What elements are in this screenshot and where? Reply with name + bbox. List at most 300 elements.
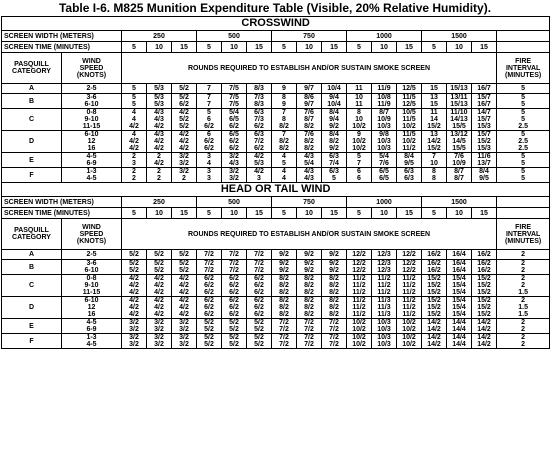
cell-line: SPEED <box>79 64 104 72</box>
cell-line: 4/2 <box>154 138 164 145</box>
cell-line: 16/2 <box>427 260 441 267</box>
screen-time-row <box>2 208 550 219</box>
rounds-cell <box>422 153 447 168</box>
screen-time-value: 10 <box>147 42 172 53</box>
screen-time-value: 5 <box>347 208 372 219</box>
cell-line: 13/11 <box>450 94 468 101</box>
screen-time-value: 5 <box>272 208 297 219</box>
cell-line: 11 <box>430 109 438 116</box>
cell-line: 4/3 <box>154 131 164 138</box>
cell-line: 6/3 <box>254 109 264 116</box>
cell-line: 8/2 <box>304 304 314 311</box>
cell-line: 7/6 <box>379 160 389 167</box>
cell-line: 9/5 <box>479 175 489 182</box>
cell-line: 7/2 <box>254 251 264 258</box>
screen-time-value: 5 <box>197 42 222 53</box>
cell-line: 7/2 <box>279 326 289 333</box>
cell-line: 8/3 <box>254 101 264 108</box>
cell-line: 8 <box>282 116 286 123</box>
rounds-cell <box>172 153 197 168</box>
cell-line: 5/2 <box>154 267 164 274</box>
cell-line: 16/4 <box>452 267 466 274</box>
cell-line: 3/2 <box>179 168 189 175</box>
rounds-cell <box>247 260 272 275</box>
cell-line: 6/2 <box>229 145 239 152</box>
cell-line: 10/2 <box>402 334 416 341</box>
table-title: Table I-6. M825 Munition Expenditure Table (Visible, 20% Relative Humidity). <box>58 1 492 15</box>
cell-line: 2.5 <box>518 138 528 145</box>
rounds-cell <box>322 153 347 168</box>
screen-time-value: 10 <box>372 42 397 53</box>
cell-line: 7 <box>432 153 436 160</box>
cell-line: 5 <box>521 168 526 175</box>
cell-line: 6/2 <box>204 123 214 130</box>
cell-line: 4/2 <box>129 145 139 152</box>
fire-interval-header <box>497 219 550 250</box>
cell-line: 11/10 <box>450 109 468 116</box>
cell-line: 2-5 <box>86 251 97 258</box>
cell-line: 9/2 <box>279 251 289 258</box>
cell-line: 4/2 <box>179 131 189 138</box>
cell-line: 5 <box>132 101 136 108</box>
cell-line: 4 <box>282 153 286 160</box>
rounds-cell <box>347 275 372 297</box>
rounds-cell <box>472 275 497 297</box>
table-row <box>2 94 550 109</box>
cell-line: 6/2 <box>204 275 214 282</box>
cell-line: 5/2 <box>204 319 214 326</box>
cell-line: 5 <box>521 160 526 167</box>
pasquill-category-cell: D <box>2 297 62 319</box>
cell-line: 3 <box>207 175 211 182</box>
cell-line: 3/2 <box>129 334 139 341</box>
cell-line: 7/3 <box>254 94 264 101</box>
cell-line: 4/3 <box>304 153 314 160</box>
cell-line: 2-5 <box>86 85 97 92</box>
cell-line: 7 <box>282 109 286 116</box>
cell-line: 8/2 <box>304 145 314 152</box>
cell-line: 6/2 <box>229 123 239 130</box>
rounds-cell <box>372 168 397 183</box>
cell-line: 10 <box>355 116 363 123</box>
cell-line: 3/2 <box>179 319 189 326</box>
rounds-cell <box>272 260 297 275</box>
rounds-cell <box>247 84 272 94</box>
cell-line: 2 <box>521 326 526 333</box>
cell-line: 7/2 <box>229 251 239 258</box>
rounds-cell <box>247 334 272 349</box>
table-row <box>2 131 550 153</box>
cell-line: 15 <box>430 101 438 108</box>
rounds-cell <box>397 131 422 153</box>
rounds-cell <box>372 94 397 109</box>
rounds-cell <box>347 168 372 183</box>
cell-line: 9-10 <box>84 116 99 123</box>
screen-width-label: SCREEN WIDTH (METERS) <box>2 197 122 208</box>
rounds-cell <box>197 153 222 168</box>
rounds-cell <box>372 153 397 168</box>
rounds-cell <box>122 84 147 94</box>
rounds-cell <box>122 153 147 168</box>
rounds-cell <box>422 275 447 297</box>
cell-line: 1.5 <box>518 304 528 311</box>
cell-line: 3/2 <box>154 326 164 333</box>
wind-speed-header <box>62 219 122 250</box>
rounds-cell <box>122 319 147 334</box>
cell-line: 8/2 <box>329 275 339 282</box>
rounds-cell <box>347 131 372 153</box>
rounds-cell <box>272 319 297 334</box>
cell-line: 8/2 <box>329 311 339 318</box>
rounds-cell <box>247 319 272 334</box>
rounds-cell <box>447 109 472 131</box>
cell-line: 8/2 <box>279 145 289 152</box>
cell-line: 5 <box>132 94 136 101</box>
rounds-cell <box>222 153 247 168</box>
rounds-cell <box>422 168 447 183</box>
cell-line: 3 <box>257 175 261 182</box>
cell-line: 4/3 <box>229 160 239 167</box>
cell-line: 15/4 <box>452 289 466 296</box>
cell-line: 7/2 <box>229 260 239 267</box>
cell-line: 16/2 <box>477 251 491 258</box>
cell-line: 6/3 <box>329 153 339 160</box>
wind-speed-cell <box>62 168 122 183</box>
cell-line: 15/2 <box>477 311 491 318</box>
cell-line: 12/2 <box>402 260 416 267</box>
cell-line: 6/2 <box>254 282 264 289</box>
cell-line: 1.5 <box>518 311 528 318</box>
cell-line: 11/2 <box>352 304 366 311</box>
cell-line: 5/2 <box>254 319 264 326</box>
cell-line: 10/2 <box>402 326 416 333</box>
rounds-cell <box>222 297 247 319</box>
cell-line: 11/2 <box>402 311 416 318</box>
rounds-cell <box>272 275 297 297</box>
rounds-cell <box>222 319 247 334</box>
column-header-row <box>2 219 550 250</box>
screen-time-value: 15 <box>322 208 347 219</box>
rounds-cell <box>197 260 222 275</box>
cell-line: 14/4 <box>452 326 466 333</box>
table-row <box>2 109 550 131</box>
cell-line: 12/2 <box>402 267 416 274</box>
cell-line: 6-9 <box>86 326 97 333</box>
screen-time-value: 10 <box>222 42 247 53</box>
rounds-cell <box>297 94 322 109</box>
cell-line: 12 <box>87 304 96 311</box>
cell-line: 5 <box>521 85 526 92</box>
rounds-cell <box>297 84 322 94</box>
cell-line: 7/2 <box>279 334 289 341</box>
cell-line: WIND <box>82 57 101 65</box>
cell-line: 10/9 <box>452 160 466 167</box>
cell-line: 6/2 <box>229 138 239 145</box>
cell-line: 7/2 <box>254 138 264 145</box>
cell-line: 5/2 <box>179 123 189 130</box>
cell-line: 2 <box>521 341 526 348</box>
cell-line: 15/7 <box>477 94 491 101</box>
cell-line: 15/2 <box>477 297 491 304</box>
cell-line: 3/2 <box>179 326 189 333</box>
cell-line: 6/3 <box>329 168 339 175</box>
table-row <box>2 275 550 297</box>
rounds-cell <box>122 94 147 109</box>
cell-line: 7/2 <box>304 326 314 333</box>
cell-line: 6/3 <box>254 131 264 138</box>
cell-line: 4 <box>132 131 136 138</box>
cell-line: 7/2 <box>329 319 339 326</box>
screen-width-label: SCREEN WIDTH (METERS) <box>2 31 122 42</box>
screen-width-value: 500 <box>197 197 272 208</box>
cell-line: 6/2 <box>229 297 239 304</box>
cell-line: 10/2 <box>352 341 366 348</box>
rounds-cell <box>297 153 322 168</box>
screen-width-value: 250 <box>122 31 197 42</box>
cell-line: 15/2 <box>427 297 441 304</box>
cell-line: 4 <box>132 116 136 123</box>
rounds-cell <box>422 297 447 319</box>
cell-line: 4-5 <box>86 341 97 348</box>
cell-line: 4/2 <box>154 145 164 152</box>
cell-line: 16/2 <box>477 267 491 274</box>
cell-line: 7/6 <box>304 131 314 138</box>
cell-line: 8/4 <box>329 109 339 116</box>
rounds-cell <box>172 334 197 349</box>
cell-line: 5/2 <box>204 334 214 341</box>
cell-line: 8/2 <box>304 311 314 318</box>
cell-line: 5/2 <box>254 334 264 341</box>
cell-line: 9/2 <box>329 145 339 152</box>
cell-line: 3 <box>132 160 136 167</box>
cell-line: PASQUILL <box>14 61 49 68</box>
rounds-cell <box>347 250 372 260</box>
table-row <box>2 168 550 183</box>
cell-line: 2 <box>521 275 526 282</box>
section-heading-row <box>2 183 550 197</box>
cell-line: 15/2 <box>427 123 441 130</box>
cell-line: 16/2 <box>427 267 441 274</box>
cell-line: 0-8 <box>86 275 97 282</box>
cell-line: 4/2 <box>154 123 164 130</box>
cell-line: 7/2 <box>329 334 339 341</box>
pasquill-category-cell: F <box>2 168 62 183</box>
cell-line: 12/3 <box>377 251 391 258</box>
table-row <box>2 319 550 334</box>
cell-line: 10/3 <box>377 326 391 333</box>
cell-line: 15/2 <box>427 145 441 152</box>
rounds-cell <box>172 260 197 275</box>
rounds-cell <box>222 260 247 275</box>
cell-line: 11/2 <box>402 289 416 296</box>
cell-line: 8 <box>282 94 286 101</box>
cell-line: 7/2 <box>304 319 314 326</box>
pasquill-category-cell: D <box>2 131 62 153</box>
cell-line: 8/2 <box>329 282 339 289</box>
cell-line: 12/5 <box>402 101 416 108</box>
cell-line: 0-8 <box>86 109 97 116</box>
cell-line: 2 <box>182 175 186 182</box>
rounds-cell <box>347 94 372 109</box>
rounds-cell <box>322 250 347 260</box>
rounds-cell <box>197 84 222 94</box>
fire-interval-cell <box>497 153 550 168</box>
cell-line: 6-10 <box>84 101 99 108</box>
cell-line: 15/2 <box>427 282 441 289</box>
rounds-cell <box>172 319 197 334</box>
screen-time-value: 5 <box>422 42 447 53</box>
rounds-cell <box>172 275 197 297</box>
cell-line: 5 <box>521 131 526 138</box>
rounds-cell <box>172 168 197 183</box>
cell-line: 11/9 <box>377 85 391 92</box>
cell-line: 15/3 <box>477 145 491 152</box>
cell-line: 15/3 <box>477 123 491 130</box>
cell-line: 14/2 <box>477 334 491 341</box>
rounds-cell <box>147 84 172 94</box>
cell-line: 5/3 <box>154 94 164 101</box>
cell-line: 3-6 <box>86 260 97 267</box>
fire-interval-cell <box>497 84 550 94</box>
cell-line: SPEED <box>79 230 104 238</box>
cell-line: 5/2 <box>179 116 189 123</box>
rounds-cell <box>447 319 472 334</box>
cell-line: 7/2 <box>329 341 339 348</box>
cell-line: 3-6 <box>86 94 97 101</box>
rounds-cell <box>147 168 172 183</box>
cell-line: 4/2 <box>154 297 164 304</box>
rounds-cell <box>322 297 347 319</box>
cell-line: 5 <box>521 94 526 101</box>
cell-line: 6/2 <box>179 101 189 108</box>
wind-speed-cell <box>62 297 122 319</box>
cell-line: 15/2 <box>427 311 441 318</box>
screen-time-value: 5 <box>272 42 297 53</box>
cell-line: 3/2 <box>154 341 164 348</box>
rounds-cell <box>472 250 497 260</box>
screen-time-value: 15 <box>472 42 497 53</box>
cell-line: 16/7 <box>477 101 491 108</box>
fire-interval-cell <box>497 334 550 349</box>
cell-line: 6/2 <box>204 311 214 318</box>
cell-line: 6/2 <box>254 123 264 130</box>
cell-line: 6/3 <box>404 168 414 175</box>
cell-line: 9/5 <box>404 160 414 167</box>
fire-interval-cell <box>497 319 550 334</box>
cell-line: 11/2 <box>377 275 391 282</box>
screen-time-value: 10 <box>447 208 472 219</box>
cell-line: 6/2 <box>254 289 264 296</box>
cell-line: 5/2 <box>204 326 214 333</box>
cell-line: 11/2 <box>352 282 366 289</box>
cell-line: 11/2 <box>352 311 366 318</box>
cell-line: 13/12 <box>450 131 468 138</box>
cell-line: 15/2 <box>427 289 441 296</box>
rounds-cell <box>447 168 472 183</box>
rounds-cell <box>397 250 422 260</box>
rounds-cell <box>322 84 347 94</box>
rounds-cell <box>447 297 472 319</box>
rounds-cell <box>347 319 372 334</box>
cell-line: 7/5 <box>229 94 239 101</box>
cell-line: 2 <box>521 260 526 267</box>
rounds-cell <box>147 94 172 109</box>
cell-line: 10/8 <box>377 94 391 101</box>
cell-line: 8/4 <box>404 153 414 160</box>
cell-line: 5/2 <box>179 260 189 267</box>
rounds-cell <box>222 250 247 260</box>
cell-line: 2 <box>132 153 136 160</box>
rounds-cell <box>447 94 472 109</box>
rounds-cell <box>372 250 397 260</box>
cell-line: 12/2 <box>352 251 366 258</box>
screen-width-value: 1000 <box>347 31 422 42</box>
rounds-cell <box>322 334 347 349</box>
screen-time-value: 10 <box>297 208 322 219</box>
rounds-cell <box>197 168 222 183</box>
cell-line: 12/2 <box>352 260 366 267</box>
cell-line: 11-15 <box>82 289 101 296</box>
cell-line: 2 <box>521 267 526 274</box>
cell-line: 10/2 <box>402 319 416 326</box>
cell-line: 4 <box>132 109 136 116</box>
cell-line: 4/2 <box>179 275 189 282</box>
section-title: HEAD OR TAIL WIND <box>2 183 550 197</box>
cell-line: 15/4 <box>452 304 466 311</box>
cell-line: 11/2 <box>402 145 416 152</box>
cell-line: 8/6 <box>304 94 314 101</box>
cell-line: 8/3 <box>254 85 264 92</box>
cell-line: 5 <box>132 85 136 92</box>
pasquill-category-cell: E <box>2 153 62 168</box>
cell-line: 15/4 <box>452 275 466 282</box>
rounds-cell <box>272 297 297 319</box>
cell-line: 8 <box>357 109 361 116</box>
rounds-cell <box>147 260 172 275</box>
rounds-cell <box>472 319 497 334</box>
cell-line: 9/2 <box>279 267 289 274</box>
cell-line: 10/3 <box>377 145 391 152</box>
screen-time-value: 5 <box>422 208 447 219</box>
screen-width-value: 750 <box>272 197 347 208</box>
rounds-cell <box>222 275 247 297</box>
cell-line: 7/2 <box>329 326 339 333</box>
cell-line: 16/4 <box>452 251 466 258</box>
cell-line: 16/7 <box>477 85 491 92</box>
cell-line: 15/5 <box>452 123 466 130</box>
cell-line: 9/2 <box>279 260 289 267</box>
cell-line: 8/2 <box>329 289 339 296</box>
cell-line: 11/2 <box>352 289 366 296</box>
cell-line: 4/3 <box>154 109 164 116</box>
rounds-cell <box>247 250 272 260</box>
rounds-cell <box>472 334 497 349</box>
cell-line: 5/2 <box>229 334 239 341</box>
rounds-cell <box>297 275 322 297</box>
cell-line: 3/2 <box>229 168 239 175</box>
cell-line: 6/2 <box>204 145 214 152</box>
cell-line: (KNOTS) <box>76 237 107 245</box>
cell-line: 5/2 <box>229 341 239 348</box>
rounds-cell <box>122 334 147 349</box>
cell-line: 6 <box>207 116 211 123</box>
rounds-cell <box>472 94 497 109</box>
rounds-cell <box>447 153 472 168</box>
cell-line: 5/2 <box>254 326 264 333</box>
wind-speed-cell <box>62 131 122 153</box>
rounds-cell <box>147 297 172 319</box>
cell-line: 14 <box>430 116 438 123</box>
